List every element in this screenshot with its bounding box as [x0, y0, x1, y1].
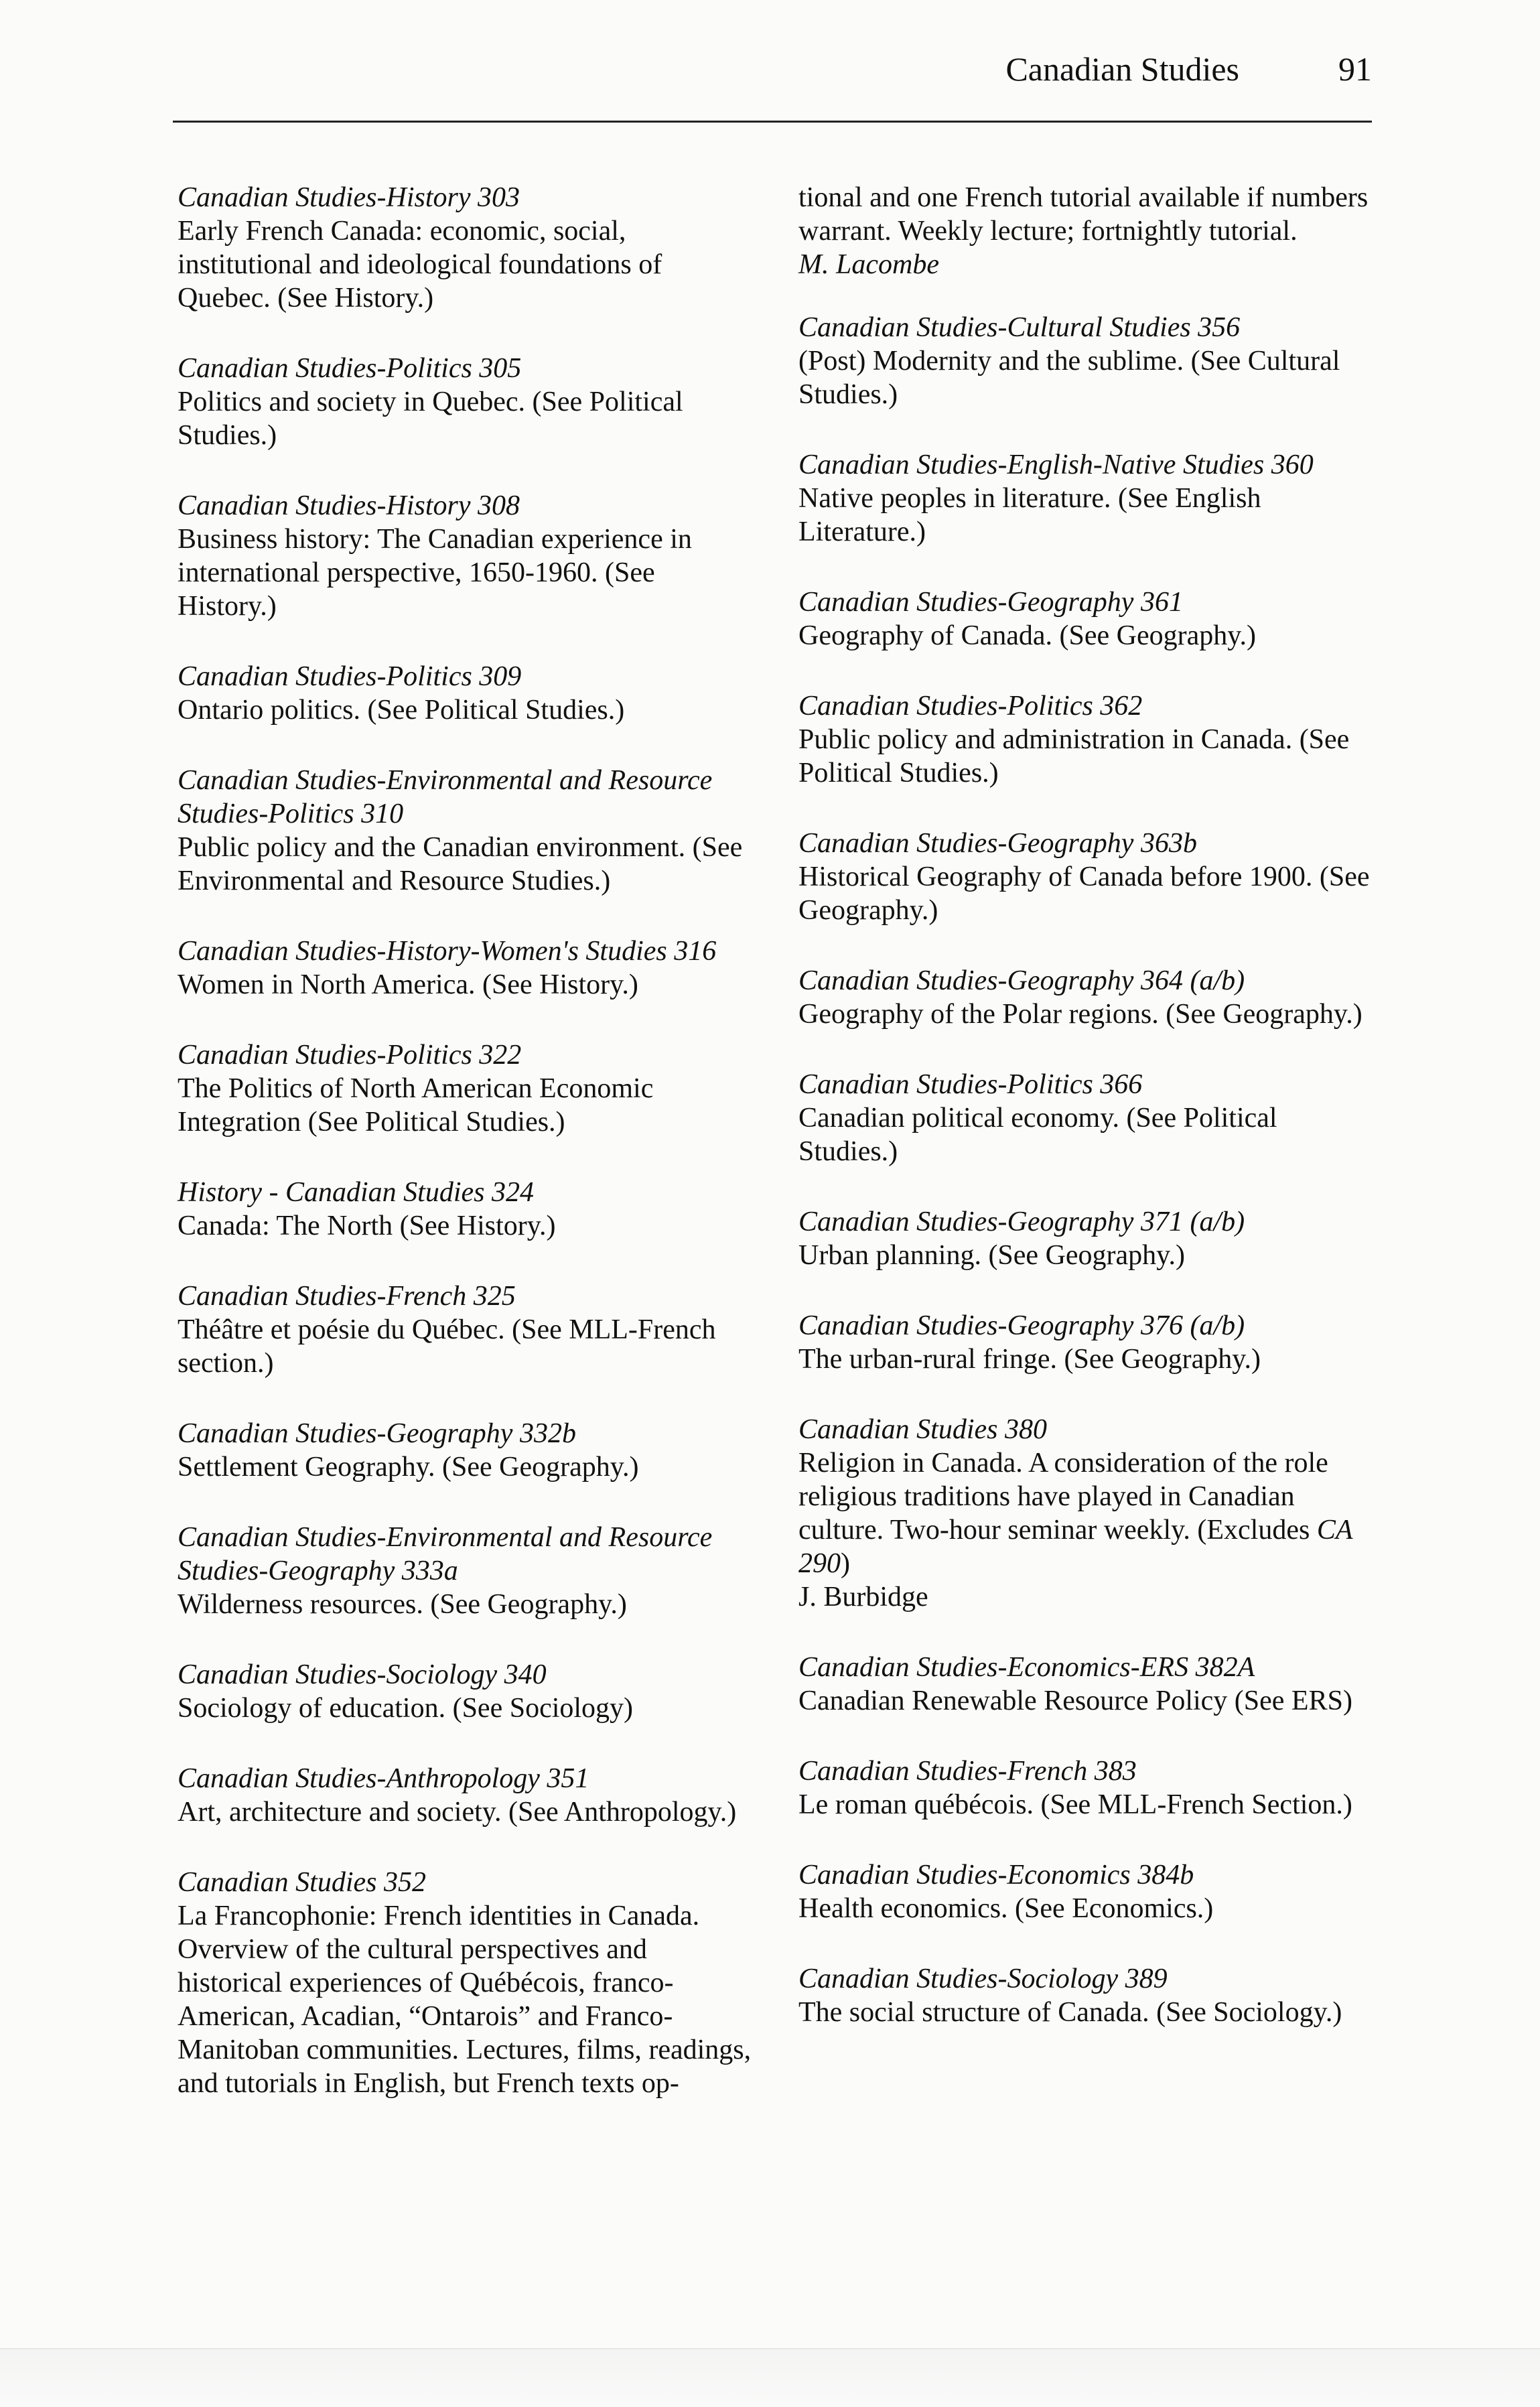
course-description: Politics and society in Quebec. (See Political Studies.)	[178, 387, 683, 451]
course-instructor: J. Burbidge	[798, 1582, 928, 1612]
course-description: The Politics of North American Economic Integration (See Political Studies.)	[178, 1073, 654, 1138]
course-title: Canadian Studies-Sociology 389	[798, 1964, 1168, 1994]
course-description: Women in North America. (See History.)	[178, 969, 638, 1000]
course-title: Canadian Studies-Politics 322	[178, 1040, 522, 1071]
course-description: Business history: The Canadian experience in international perspective, 1650-1960. (See History.)	[178, 524, 692, 622]
course-title: Canadian Studies 380	[798, 1414, 1048, 1445]
course-entry	[178, 764, 754, 898]
course-entry	[798, 1755, 1375, 1821]
course-title: Canadian Studies-English-Native Studies 360	[798, 450, 1314, 480]
course-title: Canadian Studies-Politics 305	[178, 353, 522, 384]
course-description: Native peoples in literature. (See English Literature.)	[798, 483, 1261, 547]
course-description: Théâtre et poésie du Québec. (See MLL-French section.)	[178, 1314, 716, 1379]
course-description	[798, 1446, 1375, 1580]
course-entry	[178, 352, 754, 452]
page-bottom-edge	[0, 2348, 1540, 2407]
course-description: Wilderness resources. (See Geography.)	[178, 1589, 627, 1620]
course-entry	[178, 1866, 754, 2100]
course-description-end: )	[841, 1548, 850, 1579]
course-title: Canadian Studies-Geography 363b	[798, 828, 1197, 859]
course-entry	[178, 181, 754, 315]
course-title: Canadian Studies-Environmental and Resource Studies-Politics 310	[178, 765, 713, 829]
course-exclusion: CA 290	[798, 1515, 1352, 1579]
course-description: Canadian Renewable Resource Policy (See ERS)	[798, 1686, 1352, 1716]
course-title: Canadian Studies-Geography 371 (a/b)	[798, 1207, 1245, 1237]
course-entry	[178, 489, 754, 623]
course-title: Canadian Studies-Environmental and Resource Studies-Geography 333a	[178, 1522, 713, 1586]
course-description: Public policy and administration in Canada. (See Political Studies.)	[798, 724, 1350, 788]
course-title: Canadian Studies-Politics 366	[798, 1069, 1143, 1100]
course-title: Canadian Studies-Politics 309	[178, 661, 522, 692]
course-entry	[798, 586, 1375, 652]
course-entry	[178, 1176, 754, 1243]
course-description: Sociology of education. (See Sociology)	[178, 1693, 634, 1724]
course-entry	[798, 1651, 1375, 1718]
page-header	[173, 47, 1372, 123]
course-description: (Post) Modernity and the sublime. (See Cultural Studies.)	[798, 346, 1340, 410]
course-entry	[178, 935, 754, 1002]
page-number: 91	[1338, 50, 1372, 88]
course-entry	[798, 1068, 1375, 1168]
course-entry-continuation	[798, 181, 1375, 281]
course-description: Canada: The North (See History.)	[178, 1211, 556, 1241]
course-description: Art, architecture and society. (See Anthropology.)	[178, 1797, 737, 1828]
course-description: tional and one French tutorial available if numbers warrant. Weekly lecture; fortnightly tutorial.	[798, 182, 1369, 247]
course-entry	[798, 1205, 1375, 1272]
course-description: Le roman québécois. (See MLL-French Section.)	[798, 1789, 1352, 1820]
course-title: History - Canadian Studies 324	[178, 1177, 534, 1208]
course-entry	[798, 1309, 1375, 1376]
course-description: The social structure of Canada. (See Sociology.)	[798, 1997, 1342, 2028]
course-title: Canadian Studies 352	[178, 1867, 427, 1898]
course-entry	[178, 1521, 754, 1621]
left-column	[178, 181, 754, 2137]
course-title: Canadian Studies-Geography 361	[798, 587, 1183, 618]
course-entry	[798, 1413, 1375, 1614]
course-description: Public policy and the Canadian environment. (See Environmental and Resource Studies.)	[178, 832, 743, 896]
course-entry	[178, 1038, 754, 1139]
course-entry	[178, 1280, 754, 1380]
course-title: Canadian Studies-Cultural Studies 356	[798, 312, 1241, 343]
course-title: Canadian Studies-Geography 364 (a/b)	[798, 965, 1245, 996]
course-entry	[798, 448, 1375, 549]
course-entry	[178, 660, 754, 727]
course-title: Canadian Studies-History 308	[178, 490, 520, 521]
course-description: La Francophonie: French identities in Canada. Overview of the cultural perspectives and historical experiences of Québécois, franco-American, Acadian, “Ontarois” and Franco-Manitoban communities. Lectures, films, readings, and tutorials in English, but French texts op-	[178, 1901, 752, 2099]
course-entry	[798, 311, 1375, 411]
course-title: Canadian Studies-French 325	[178, 1281, 516, 1312]
course-entry	[798, 827, 1375, 927]
course-title: Canadian Studies-Economics 384b	[798, 1860, 1194, 1890]
course-title: Canadian Studies-History 303	[178, 182, 520, 213]
course-title: Canadian Studies-History-Women's Studies 316	[178, 936, 717, 967]
course-instructor: M. Lacombe	[798, 249, 939, 280]
course-description: Urban planning. (See Geography.)	[798, 1240, 1185, 1271]
course-entry	[178, 1658, 754, 1725]
course-description: Ontario politics. (See Political Studies.)	[178, 695, 625, 726]
course-description: Historical Geography of Canada before 1900. (See Geography.)	[798, 862, 1370, 926]
course-title: Canadian Studies-French 383	[798, 1756, 1137, 1787]
right-column	[798, 181, 1375, 2066]
course-title: Canadian Studies-Politics 362	[798, 691, 1143, 721]
running-title: Canadian Studies	[1005, 50, 1239, 88]
course-description: Geography of the Polar regions. (See Geography.)	[798, 999, 1362, 1030]
course-title: Canadian Studies-Geography 332b	[178, 1418, 576, 1449]
course-entry	[798, 1962, 1375, 2029]
course-title: Canadian Studies-Anthropology 351	[178, 1763, 589, 1794]
course-title: Canadian Studies-Geography 376 (a/b)	[798, 1310, 1245, 1341]
course-description: The urban-rural fringe. (See Geography.)	[798, 1344, 1261, 1375]
course-title: Canadian Studies-Economics-ERS 382A	[798, 1652, 1255, 1683]
course-entry	[798, 689, 1375, 790]
course-description: Early French Canada: economic, social, institutional and ideological foundations of Quebec. (See History.)	[178, 216, 662, 314]
course-entry	[798, 964, 1375, 1031]
course-entry	[178, 1417, 754, 1484]
course-entry	[798, 1858, 1375, 1925]
course-description: Health economics. (See Economics.)	[798, 1893, 1214, 1924]
course-title: Canadian Studies-Sociology 340	[178, 1659, 547, 1690]
course-description: Geography of Canada. (See Geography.)	[798, 620, 1257, 651]
course-description: Settlement Geography. (See Geography.)	[178, 1452, 639, 1483]
course-entry	[178, 1762, 754, 1829]
course-description-text: Religion in Canada. A consideration of the role religious traditions have played in Canadian culture. Two-hour seminar weekly. (Excludes	[798, 1448, 1328, 1545]
course-description: Canadian political economy. (See Political Studies.)	[798, 1103, 1277, 1167]
